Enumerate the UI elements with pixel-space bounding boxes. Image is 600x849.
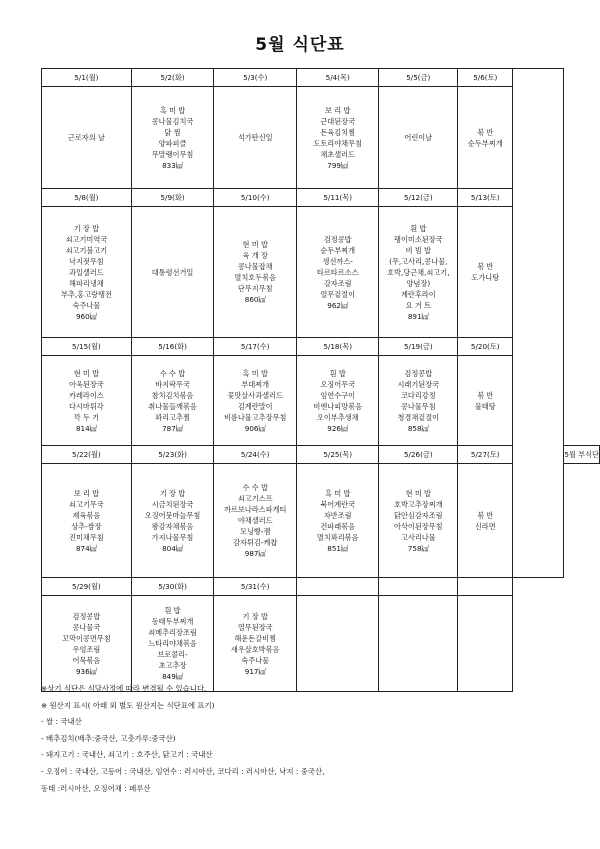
menu-cell	[42, 596, 132, 692]
menu-item: 콩나물무침	[400, 401, 436, 411]
note-line: - 오징어 : 국내산, 고등어 : 국내산, 임연수 : 러시아산, 코다리 : 러시아산, 낙지 : 중국산,	[41, 766, 325, 776]
menu-cell	[379, 356, 458, 446]
menu-item: 까르보나라스파게티	[223, 505, 287, 514]
menu-item: 임연수구이	[320, 390, 356, 400]
note-line: ※ 원산지 표시( 아래 외 별도 원산지는 식단표에 표기)	[41, 700, 215, 710]
menu-item: 도가니탕	[471, 273, 500, 282]
menu-item: 생선까스-	[322, 256, 353, 266]
menu-item: 감자조림	[323, 278, 352, 288]
menu-item: 흰 밥	[329, 368, 346, 378]
menu-cell	[458, 356, 513, 446]
menu-item: 볶 반	[477, 127, 494, 137]
menu-item: 검정콩밥	[323, 234, 352, 244]
menu-item: 양파피클	[158, 138, 187, 148]
menu-item: 858㎉	[407, 423, 429, 433]
menu-item: 볶 반	[477, 390, 494, 400]
menu-item: 기 장 밥	[159, 488, 186, 498]
menu-item: 851㎉	[327, 543, 349, 553]
menu-item: 987㎉	[244, 549, 266, 558]
page-title: 5월 식단표	[255, 35, 345, 55]
date-cell: 5/12(금)	[379, 189, 458, 207]
menu-item: 기 장 밥	[242, 611, 268, 621]
menu-item: 팽이미소된장국	[394, 234, 443, 244]
menu-item: 호박고추장찌개	[394, 499, 443, 509]
menu-item: 감자튀김-케찹	[233, 538, 278, 547]
menu-item: 콩나물국	[72, 622, 101, 632]
date-cell: 5/22(월)	[42, 446, 132, 464]
date-cell: 5/15(월)	[42, 338, 132, 356]
menu-item: 해운돈갈비찜	[234, 633, 277, 643]
date-cell: 5/29(월)	[42, 578, 132, 596]
date-cell	[458, 578, 513, 596]
menu-item: 가지나물무침	[151, 532, 194, 542]
date-cell: 5/1(월)	[42, 69, 132, 87]
menu-item: 흑 미 밥	[242, 368, 268, 378]
menu-item: 부대찌개	[241, 379, 270, 389]
menu-cell	[42, 464, 132, 578]
menu-item: 자반조림	[323, 510, 352, 520]
menu-item: 흑 미 밥	[159, 105, 186, 115]
menu-item: 단무지무침	[237, 284, 273, 293]
menu-item: 비엔나피망볶음	[313, 401, 363, 411]
date-cell	[379, 578, 458, 596]
menu-item: 비름나물고추장무침	[223, 412, 287, 422]
date-cell: 5/25(목)	[297, 446, 379, 464]
menu-item: 근로자의 날	[67, 133, 105, 142]
menu-item: 왕감자채볶음	[151, 521, 194, 531]
menu-item: 볶 반	[477, 510, 494, 520]
note-line: - 쌀 : 국내산	[41, 717, 82, 727]
menu-item: 근대된장국	[320, 116, 356, 126]
menu-item: 새우살호박볶음	[230, 644, 280, 654]
menu-item: 917㎉	[244, 666, 266, 676]
date-cell: 5/19(금)	[379, 338, 458, 356]
menu-item: 닭안심감자조림	[394, 510, 443, 520]
menu-item: 쇠고기불고기	[65, 245, 108, 255]
date-cell: 5/11(목)	[297, 189, 379, 207]
menu-item: 꽃맛살사과샐러드	[227, 390, 283, 400]
date-cell: 5/27(토)	[458, 446, 513, 464]
menu-item: 부추,홍고랑땡전	[60, 289, 112, 299]
menu-item: 초고추장	[158, 661, 187, 670]
menu-item: 참치김치볶음	[151, 390, 194, 400]
menu-item: 833㎉	[162, 160, 183, 170]
menu-item: 제육볶음	[72, 510, 101, 520]
notes-section	[41, 681, 581, 797]
menu-item: 대통령선거일	[151, 267, 194, 277]
side-column	[513, 69, 564, 578]
menu-item: 해파리냉채	[69, 278, 104, 288]
menu-item: 양념장)	[406, 278, 431, 288]
menu-item: 어린이날	[404, 133, 433, 142]
date-cell: 5/13(토)	[458, 189, 513, 207]
menu-item: 936㎉	[75, 666, 97, 676]
menu-cell	[297, 207, 379, 338]
menu-item: 취나물들깨볶음	[148, 401, 197, 411]
menu-item: 바지락무국	[155, 379, 190, 389]
menu-item: 현 미 밥	[242, 240, 268, 249]
menu-item: 검정콩밥	[404, 368, 433, 378]
menu-item: 기 장 밥	[73, 223, 100, 233]
menu-item: 열무된장국	[237, 622, 273, 632]
date-cell: 5/30(화)	[131, 578, 213, 596]
week-date-row	[42, 578, 600, 596]
menu-item: 804㎉	[162, 543, 183, 553]
menu-item: 검정콩밥	[72, 611, 101, 621]
menu-item: 보 리 밥	[325, 105, 351, 115]
note-line: ※상기 식단은 식당사정에 따라 변경될 수 있습니다.	[41, 684, 207, 693]
menu-item: 무말랭이무침	[151, 149, 194, 159]
menu-item: 코다리강정	[400, 390, 436, 400]
menu-item: 흰 밥	[410, 223, 427, 233]
menu-cell	[379, 87, 458, 189]
date-cell: 5/23(화)	[131, 446, 213, 464]
menu-item: 시래기된장국	[397, 379, 440, 389]
menu-item: 돈육김치찜	[320, 127, 356, 137]
menu-cell	[214, 356, 297, 446]
menu-item: 시금치된장국	[151, 499, 194, 509]
menu-item: 960㎉	[75, 311, 97, 321]
menu-item: 순두부찌개	[320, 245, 356, 255]
date-cell: 5/9(화)	[131, 189, 213, 207]
date-cell	[297, 578, 379, 596]
menu-item: 건파래볶음	[320, 521, 356, 531]
menu-cell	[379, 207, 458, 338]
menu-item: 고사리나물	[400, 532, 436, 542]
menu-item: 보 리 밥	[73, 488, 100, 498]
menu-item: 석가탄신일	[237, 133, 273, 142]
menu-item: 브로콜리-	[157, 650, 188, 659]
menu-item: 느타리야채볶음	[148, 639, 197, 648]
menu-cell	[131, 87, 213, 189]
menu-item: 오징어무국	[320, 379, 356, 389]
date-cell: 5/31(수)	[214, 578, 297, 596]
note-line: 동태 :러시아산, 오징어채 : 페루산	[41, 783, 151, 793]
menu-item: 891㎉	[407, 311, 429, 321]
menu-cell	[214, 207, 297, 338]
menu-cell	[42, 356, 132, 446]
menu-item: 어묵볶음	[72, 655, 101, 665]
menu-item: 수 수 밥	[159, 368, 186, 378]
menu-cell	[42, 207, 132, 338]
date-cell: 5/24(수)	[214, 446, 297, 464]
menu-item: 쇠고기스프	[237, 494, 273, 503]
date-cell: 5/8(월)	[42, 189, 132, 207]
menu-item: 860㎉	[244, 295, 266, 304]
menu-cell	[131, 207, 213, 338]
menu-item: 요 거 트	[405, 300, 431, 310]
menu-item: 흰 밥	[164, 606, 181, 615]
date-cell: 5/6(토)	[458, 69, 513, 87]
menu-cell	[379, 464, 458, 578]
menu-item: 북어계란국	[320, 499, 356, 509]
menu-item: 꽈리고추찜	[155, 412, 190, 422]
menu-item: 육 개 장	[242, 251, 268, 260]
date-cell: 5/16(화)	[131, 338, 213, 356]
menu-item: 758㎉	[407, 543, 429, 553]
menu-item: 콩나물잡채	[237, 262, 273, 271]
side-note-label: 5월 부식단	[564, 446, 600, 464]
date-cell: 5/3(수)	[214, 69, 297, 87]
menu-item: 계란후라이	[400, 289, 436, 299]
date-cell: 5/17(수)	[214, 338, 297, 356]
menu-item: 787㎉	[162, 423, 183, 433]
menu-item: 과일샐러드	[69, 267, 104, 277]
menu-item: 깍 두 기	[73, 412, 100, 422]
menu-item: 오징어뭇마늘무침	[144, 510, 201, 520]
menu-item: 열무겉절이	[320, 289, 356, 299]
menu-item: 낙지젓무침	[69, 256, 104, 266]
menu-item: 숙주나물	[72, 300, 101, 310]
note-line: - 배추김치(배추:중국산, 고춧가루:중국산)	[41, 733, 176, 743]
menu-item: 우엉조림	[72, 644, 101, 654]
menu-cell	[458, 464, 513, 578]
menu-cell	[458, 596, 513, 692]
date-cell: 5/10(수)	[214, 189, 297, 207]
side-empty	[564, 464, 600, 578]
menu-item: 현 미 밥	[405, 488, 431, 498]
menu-cell	[297, 356, 379, 446]
menu-item: 야채샐러드	[237, 516, 273, 525]
menu-item: 상추-쌈장	[71, 521, 102, 531]
menu-item: 926㎉	[327, 423, 349, 433]
menu-item: 닭 찜	[164, 127, 181, 137]
menu-item: (무,고사리,콩나물,	[389, 256, 448, 266]
menu-item: 수 수 밥	[242, 483, 268, 492]
menu-item: 진미채무침	[69, 532, 104, 542]
menu-item: 쇠고기무국	[69, 499, 104, 509]
date-cell: 5/5(금)	[379, 69, 458, 87]
menu-item: 799㎉	[327, 160, 349, 170]
menu-cell	[131, 464, 213, 578]
menu-cell	[214, 464, 297, 578]
date-cell: 5/20(토)	[458, 338, 513, 356]
menu-cell	[297, 464, 379, 578]
menu-item: 타르타르소스	[316, 267, 359, 277]
menu-item: 814㎉	[75, 423, 97, 433]
menu-cell	[379, 596, 458, 692]
menu-item: 멸치호두볶음	[234, 273, 277, 282]
menu-item: 아삭이된장무침	[394, 521, 443, 531]
menu-item: 쇠메추리장조림	[148, 628, 197, 637]
menu-item: 볶 반	[477, 262, 494, 271]
menu-item: 카레라이스	[69, 390, 104, 400]
menu-cell	[42, 87, 132, 189]
menu-item: 현 미 밥	[73, 368, 100, 378]
menu-item: 멸치꽈리볶음	[316, 532, 359, 542]
menu-item: 꼬막이콩면무침	[62, 633, 111, 643]
menu-item: 비 빔 밥	[405, 245, 431, 255]
note-line: - 돼지고기 : 국내산, 쇠고기 : 호주산, 닭고기 : 국내산	[41, 750, 213, 760]
menu-cell	[214, 87, 297, 189]
menu-item: 김계란말이	[237, 401, 273, 411]
menu-item: 순두부찌개	[467, 138, 503, 148]
date-cell: 5/4(목)	[297, 69, 379, 87]
menu-item: 호박,당근채,쇠고기,	[387, 267, 450, 277]
menu-item: 962㎉	[327, 300, 349, 310]
menu-cell	[131, 356, 213, 446]
date-cell: 5/26(금)	[379, 446, 458, 464]
menu-cell	[458, 87, 513, 189]
menu-item: 흑 미 밥	[325, 488, 351, 498]
menu-item: 채초샐러드	[320, 149, 356, 159]
menu-cell	[214, 596, 297, 692]
menu-item: 아욱된장국	[69, 379, 104, 389]
menu-item: 906㎉	[244, 423, 266, 433]
side-empty	[513, 578, 564, 692]
menu-item: 도토리야채무침	[313, 138, 363, 148]
menu-item: 오이부추생채	[316, 412, 359, 422]
menu-item: 849㎉	[162, 672, 183, 681]
menu-item: 874㎉	[75, 543, 97, 553]
menu-item: 청경채겉절이	[397, 412, 440, 422]
menu-item: 콩나물김치국	[151, 116, 194, 126]
date-cell: 5/18(목)	[297, 338, 379, 356]
menu-item: 쇠고기미역국	[65, 234, 108, 244]
menu-item: 물태탕	[474, 401, 496, 411]
menu-item: 신라면	[474, 521, 496, 531]
menu-cell	[131, 596, 213, 692]
menu-item: 숙주나물	[241, 655, 270, 665]
menu-cell	[297, 596, 379, 692]
menu-table	[41, 68, 600, 692]
menu-item: 모닝빵-잼	[240, 527, 271, 536]
menu-cell	[297, 87, 379, 189]
menu-cell	[458, 207, 513, 338]
week-date-row	[42, 69, 600, 87]
menu-item: 동태두부찌개	[151, 617, 194, 626]
menu-item: 다시마튀각	[69, 401, 104, 411]
date-cell: 5/2(화)	[131, 69, 213, 87]
